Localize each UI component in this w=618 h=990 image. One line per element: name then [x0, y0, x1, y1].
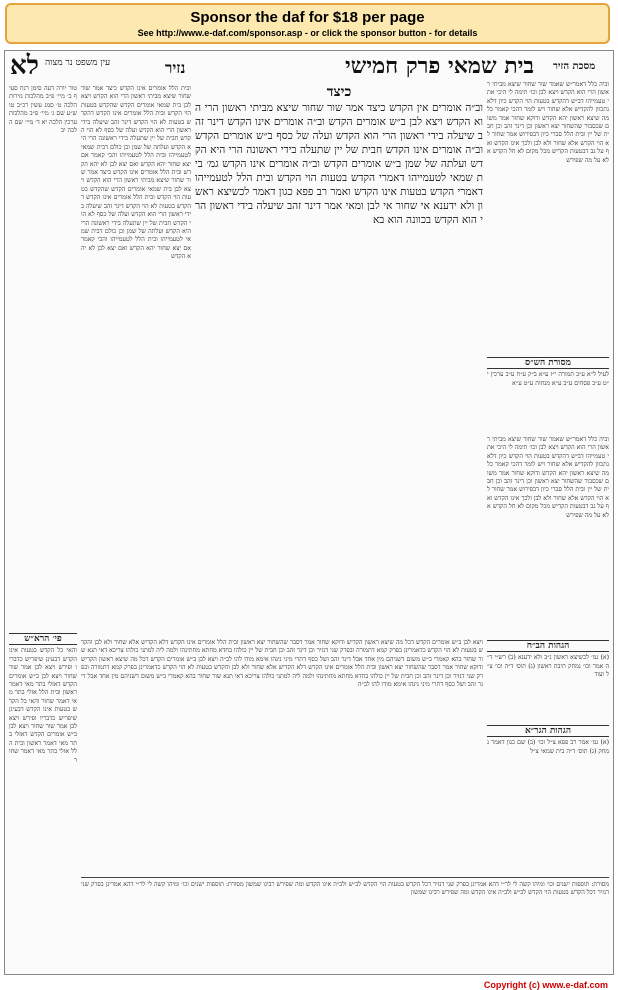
sponsor-banner-title: Sponsor the daf for $18 per page: [190, 9, 425, 26]
gemara-text: וב״ה אומרים אין הקדש כיצד אמר שור שחור שיצא מביתי ראשון הרי הוא הקדש ויצא לבן ב״ש אומרים הקדש וב״ה אומרים אינו הקדש דינר זהב שיעלה בידי ראשון הרי הוא הקדש ועלה של כסף ב״ש אומרים הקדש וב״ה אומרים אינו הקדש חבית של יין שתעלה בידי ראשונה הרי היא הקדש ועלתה של שמן ב״ש אומרים הקדש וב״ה אומרים אינו הקדש גמ׳ בית שמאי לטעמייהו דאמרי הקדש בטעות הוי הקדש ובית הלל לטעמייהו דאמרי הקדש בטעות אינו הקדש ואמר רב פפא כגון דאמר לכשיצא ראשון ולא ידענא אי שחור אי לבן ומאי אמר דינר זהב שיעלה בידי ראשון הרי הוא הקדש בכוונה הוא בא: [195, 102, 483, 226]
copyright-link[interactable]: Copyright (c) www.e-daf.com: [483, 980, 608, 990]
rosh-text: והאי כל הקדש בטעות אינו הקדש דבעינן שיפריש כדבריו ופירש ויצא לבן אמר שור שחור ויצא לבן ב״ש אומרים הקדש דאזלי בתר מאי דאמר ראשון ובית הלל אזלי בתר מאי דאמר שחור: [9, 647, 77, 705]
ein-mishpat-column: [9, 85, 77, 625]
sponsor-banner[interactable]: [5, 3, 610, 44]
rosh-text-continued: והאי כל הקדש בטעות אינו הקדש דבעינן שיפריש כדבריו ופירש ויצא לבן אמר שור שחור ויצא לבן ב״ש אומרים הקדש דאזלי בתר מאי דאמר ראשון ובית הלל אזלי בתר מאי דאמר שחור: [9, 697, 77, 764]
ein-mishpat-text: טור יורה דעה סימן רנח סעיף ב׳ מיי׳ פ״ב מהלכות נזירות הלכה ט׳ סמג עשין רכ״ב טוש״ע שם ג׳ מיי׳ פ״ב מהלכות ערכין הלכה יא ד׳ מיי׳ שם הלכה יב: [9, 85, 77, 135]
hagahot-hagra: [487, 721, 609, 871]
masoret-heading: מסורת הש״ס: [487, 357, 609, 369]
daf-number: לא: [10, 51, 39, 81]
footnote-block: [81, 881, 609, 969]
rashi-text-continued: ובית הלל אומרים אינו הקדש כיצד אמר שור שחור שיצא מביתי ראשון הרי הוא הקדש ויצא לבן בית שמאי אומרים הקדש שהקדש בטעות הוי הקדש ובית הלל אומרים אינו הקדש דהקדש בטעות לא הוי הקדש דינר זהב שיעלה בידי ראשון הרי הוא הקדש ועלה של כסף לא הוי הקדש חבית של יין שתעלה בידי ראשונה הרי היא הקדש ועלתה של שמן וכן כולם דבית שמאי לטעמייהו ובית הלל לטעמייהו והכי קאמר אם יצא שחור יהא הקדש ואם יצא לבן לא יהא הקדש: [81, 169, 191, 261]
hagahot-hagra-text: (א) גמ׳ אמר רב פפא צ״ל וכו׳ (ב) שם כגון דאמר נמחק (ג) תוס׳ ד״ה בית שמאי צ״ל: [487, 739, 609, 755]
rashi-text: ובית הלל אומרים אינו הקדש כיצד אמר שור שחור שיצא מביתי ראשון הרי הוא הקדש ויצא לבן בית שמאי אומרים הקדש שהקדש בטעות הוי הקדש ובית הלל אומרים אינו הקדש דהקדש בטעות לא הוי הקדש דינר זהב שיעלה בידי ראשון הרי הוא הקדש ועלה של כסף לא הוי הקדש חבית של יין שתעלה בידי ראשונה הרי היא הקדש ועלתה של שמן וכן כולם דבית שמאי לטעמייהו ובית הלל לטעמייהו והכי קאמר אם יצא שחור יהא הקדש ואם יצא לבן לא יהא הקדש: [81, 85, 191, 177]
chapter-title: בית שמאי פרק חמישי: [345, 53, 534, 79]
lower-commentary: [81, 639, 483, 874]
ein-mishpat-label: עין משפט נר מצוה: [45, 58, 111, 68]
tosafot-text: וביה כלל דאמר״ש שאמר שור שחור שיצא מביתי ראשון הרי הוא הקדש ויצא לבן וכו׳ תימה לי היכי אתי טעמייהו דב״ש דהקדש בטעות הוי הקדש כיון דלא נתכוון להקדיש אלא שחור ויש לומר דהכי קאמר כל מה שיצא ראשון יהא הקדש ודוקא שחור אמר משום שכסבור שהשחור יצא ראשון וכן דינר זהב וכן חבית של יין ובית הלל סברי כיון דבפירוש אמר שחור לא הוי הקדש אלא שחור ולא לבן ולכך אינו הקדש ואף על גב דבטעות הקדיש מכל מקום לא חל הקדש אלא על מה שפירש: [487, 81, 609, 164]
hagahot-hagra-heading: הגהות הגר״א: [487, 725, 609, 737]
sponsor-banner-subtitle: See http://www.e-daf.com/sponsor.asp - or click the sponsor button - for details: [137, 28, 478, 38]
talmud-page: [4, 50, 614, 975]
masoret-text: לעיל ל״א ע״ב תמורה י״ז ע״א ב״ק ע״ח ע״ב ערכין י״ט ע״ב פסחים ע״ב ע״א מנחות ע״ט ע״א: [487, 371, 609, 387]
rosh-heading: פי׳ הרא״ש: [9, 633, 77, 645]
hagahot-habach: [487, 636, 609, 716]
lower-commentary-text: ויצא לבן ב״ש אומרים הקדש דכל מה שיצא ראשון הקדיש ודוקא שחור אמר דסבר שהשחור יצא ראשון ובית הלל אומרים אינו הקדש דלא הקדיש אלא שחור ולא לבן והקדש בטעות לא הוי הקדש כדאמרינן בפרק קמא דתמורה ובפרק שני דנזיר וכן דינר זהב וכן חבית של יין כולהו בחדא מחתא מחתינהו ולמה ליה למתני כולהו צריכא דאי תנא שור שחור בהא קאמרי ב״ש משום דשניהם מין אחד אבל דינר זהב ושל כסף דתרי מיני נינהו אימא מודו להו לב״ה: [81, 639, 483, 663]
gemara-text-block: [195, 85, 483, 633]
lower-commentary-text-continued: ויצא לבן ב״ש אומרים הקדש דכל מה שיצא ראשון הקדיש ודוקא שחור אמר דסבר שהשחור יצא ראשון ובית הלל אומרים אינו הקדש דלא הקדיש אלא שחור ולא לבן והקדש בטעות לא הוי הקדש כדאמרינן בפרק קמא דתמורה ובפרק שני דנזיר וכן דינר זהב וכן חבית של יין כולהו בחדא מחתא מחתינהו ולמה ליה למתני כולהו צריכא דאי תנא שור שחור בהא קאמרי ב״ש משום דשניהם מין אחד אבל דינר זהב ושל כסף דתרי מיני נינהו אימא מודו להו לב״ה: [81, 655, 483, 689]
hagahot-habach-text: (א) גמ׳ לכשיצא ראשון נ״ב ולא ידענא (ב) רש״י ד״ה אמר וכו׳ נמחק תיבת ראשון (ג) תוס׳ ד״ה וכו׳ צ״ל ועוד: [487, 654, 609, 679]
tosafot-column: [487, 81, 609, 353]
hagahot-habach-heading: הגהות הב״ח: [487, 640, 609, 652]
footnote-divider: [81, 877, 609, 878]
gemara-heading: כיצד: [326, 85, 352, 100]
rashi-column: [81, 85, 191, 633]
tractate-name: מסכת הזיר: [553, 61, 596, 72]
tractate-title: נזיר: [165, 59, 186, 77]
footnote-text: מסורת: תוספות ישנים וכו׳ ומיהו קשה לי לר״י דהא אמרינן בפרק שני דנזיר דכל הקדש בטעות הוי הקדש לב״ש ולב״ה אינו הקדש ומה שפירש רבינו שמשון: [245, 881, 609, 888]
margin-gilyon: [487, 353, 609, 433]
tosafot-column-continued: [487, 436, 609, 636]
footnote-text-continued: מסורת: תוספות ישנים וכו׳ ומיהו קשה לי לר״י דהא אמרינן בפרק שני דנזיר דכל הקדש בטעות הוי הקדש לב״ש ולב״ה אינו הקדש ומה שפירש רבינו שמשון: [81, 881, 609, 897]
rosh-column: [9, 629, 77, 969]
tosafot-text-continued: וביה כלל דאמר״ש שאמר שור שחור שיצא מביתי ראשון הרי הוא הקדש ויצא לבן וכו׳ תימה לי היכי אתי טעמייהו דב״ש דהקדש בטעות הוי הקדש כיון דלא נתכוון להקדיש אלא שחור ויש לומר דהכי קאמר כל מה שיצא ראשון יהא הקדש ודוקא שחור אמר משום שכסבור שהשחור יצא ראשון וכן דינר זהב וכן חבית של יין ובית הלל סברי כיון דבפירוש אמר שחור לא הוי הקדש אלא שחור ולא לבן ולכך אינו הקדש ואף על גב דבטעות הקדיש מכל מקום לא חל הקדש אלא על מה שפירש: [487, 436, 609, 519]
